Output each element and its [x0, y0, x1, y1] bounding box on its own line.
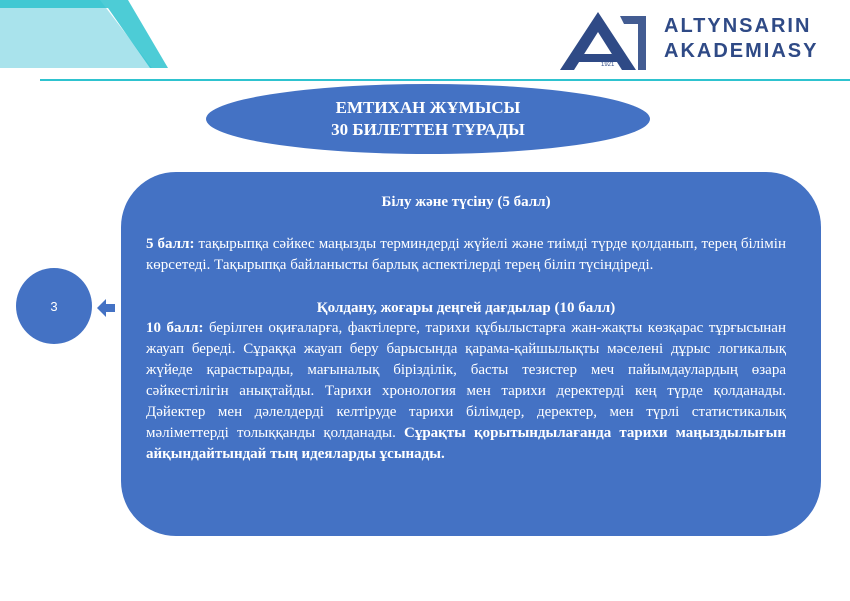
section2-text — [146, 318, 786, 465]
section1-score-label: 5 балл: — [146, 236, 195, 252]
criteria-box — [121, 172, 821, 536]
logo-line2: AKADEMIASY — [664, 40, 819, 62]
title-pill — [206, 84, 650, 154]
logo-line1: ALTYNSARIN — [664, 15, 812, 37]
title-line1: ЕМТИХАН ЖҰМЫСЫ — [335, 98, 521, 117]
section1-title: Білу және түсіну (5 балл) — [381, 194, 551, 210]
section1-body: тақырыпқа сәйкес маңызды терминдерді жүйелі және тиімді түрде қолданып, терең білімін көрсетеді. Тақырыпқа байланысты барлық аспектілерді терең біліп түсіндіреді. — [146, 236, 786, 273]
section2-bold-text: Сұрақты қорытындылағанда тарихи маңыздылығын айқындайтындай тың идеяларды ұсынады. — [146, 425, 786, 462]
slide-number-badge — [16, 268, 92, 344]
logo-year: 1921 — [601, 62, 615, 68]
arrow-left-icon — [97, 298, 115, 318]
section2-score-label: 10 балл: — [146, 320, 204, 336]
section1-text — [146, 234, 786, 276]
slide-number: 3 — [50, 298, 58, 314]
section2-title: Қолдану, жоғары деңгей дағдылар (10 балл) — [316, 300, 616, 316]
section2-body: берілген оқиғаларға, фактілерге, тарихи құбылыстарға жан-жақты көзқарас тұрғысынан жауап береді. Сұраққа жауап беру барысында қарама-қайшылықты мәселені дұрыс логикалық жүйеде қарастырады, мағыналық бірізділік, басты тезистер меч пайымдаулардың өзара сәйкестілігін анықтайды. Тарихи хронология мен тарихи деректерді кең түрде қолданады. Дәйектер мен дәлелдерді келтіруде тарихи білімдер, деректер, мен түрлі статистикалық мәліметтерді толыққанды қолданады. — [146, 320, 786, 441]
title-line2: 30 БИЛЕТТЕН ТҰРАДЫ — [331, 120, 525, 139]
